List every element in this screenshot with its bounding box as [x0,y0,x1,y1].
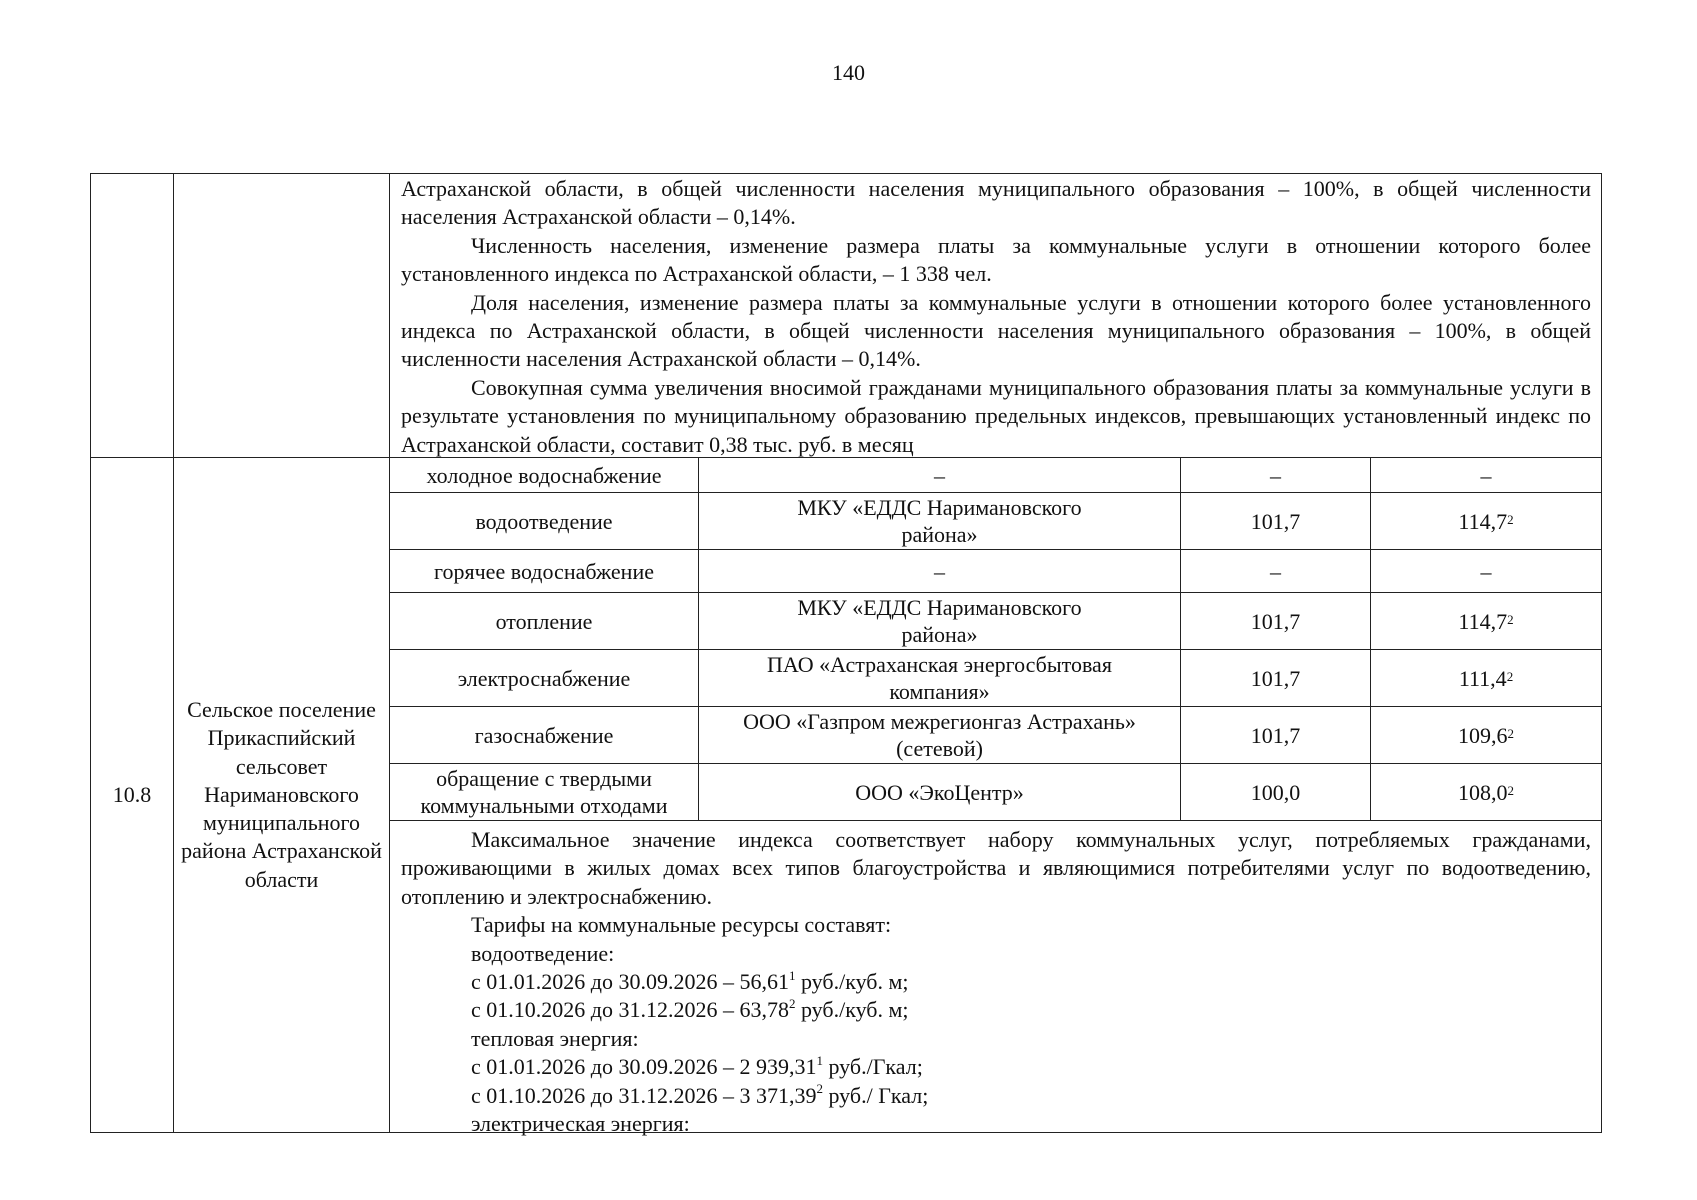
service-provider: ООО «ЭкоЦентр» [698,763,1181,821]
service-index-base: 101,7 [1180,592,1371,650]
service-index-max: 108,0 $^2$ [1370,763,1602,821]
service-index-max: 114,7 $^2$ [1370,492,1602,550]
tariffs-intro: Тарифы на коммунальные ресурсы составят: [471,912,892,938]
service-name: горячее водоснабжение [389,549,699,593]
service-provider: – [698,549,1181,593]
service-index-max: – [1370,457,1602,493]
entry-municipality-cell [173,457,390,1133]
top-paragraph: Совокупная сумма увеличения вносимой гражданами муниципального образования платы за коммунальные услуги в результате установления по муниципальному образованию предельных индексов, превышающих установленный индекс по Астраханской области, составит 0,38 тыс. руб. в месяц [401,374,1591,457]
service-name: электроснабжение [389,649,699,707]
service-provider: ООО «Газпром межрегионгаз Астрахань» (сетевой) [698,706,1181,764]
wastewater-tariff-line: с 01.10.2026 до 31.12.2026 – 63,78$^2$ руб./куб. м; [471,996,909,1023]
service-index-base: 100,0 [1180,763,1371,821]
service-index-base: – [1180,549,1371,593]
service-index-base: 101,7 [1180,492,1371,550]
service-index-base: 101,7 [1180,649,1371,707]
service-provider: – [698,457,1181,493]
max-index-paragraph: Максимальное значение индекса соответствует набору коммунальных услуг, потребляемых гражданами, проживающими в жилых домах всех типов благоустройства и являющимися потребителями услуг по водоотведению, отоплению и электроснабжению. [401,827,1591,909]
top-paragraph: Доля населения, изменение размера платы за коммунальные услуги в отношении которого более установленного индекса по Астраханской области, в общей численности населения муниципального образования – 100%, в общей численности населения Астраханской области – 0,14%. [401,289,1591,372]
heat-label: тепловая энергия: [471,1025,639,1051]
top-row-municipality-cell [173,173,390,458]
service-index-max: 109,6 $^2$ [1370,706,1602,764]
municipality-name: Сельское поселение Прикаспийский сельсовет Наримановского муниципального района Астраханской области [181,696,382,892]
electric-label: электрическая энергия: [471,1111,690,1137]
service-index-max: – [1370,549,1602,593]
service-provider: ПАО «Астраханская энергосбытовая компания» [698,649,1181,707]
entry-number-cell [90,457,174,1133]
service-name: холодное водоснабжение [389,457,699,493]
service-index-base: – [1180,457,1371,493]
top-paragraph: Численность населения, изменение размера платы за коммунальные услуги в отношении которого более установленного индекса по Астраханской области, – 1 338 чел. [401,232,1591,287]
service-index-max: 111,4 $^2$ [1370,649,1602,707]
service-provider: МКУ «ЕДДС Наримановского района» [698,492,1181,550]
entry-number: 10.8 [112,781,152,807]
service-name: отопление [389,592,699,650]
service-index-base: 101,7 [1180,706,1371,764]
top-row-text [401,175,1591,459]
service-name: газоснабжение [389,706,699,764]
wastewater-label: водоотведение: [471,940,615,966]
top-row-number-cell [90,173,174,458]
wastewater-tariff-line: с 01.01.2026 до 30.09.2026 – 56,61$^1$ руб./куб. м; [471,967,909,995]
service-provider: МКУ «ЕДДС Наримановского района» [698,592,1181,650]
tariff-table [90,173,1602,1137]
service-name: обращение с твердыми коммунальными отходами [389,763,699,821]
page-number: 140 [832,60,865,85]
heat-tariff-line: с 01.10.2026 до 31.12.2026 – 3 371,39$^2$ руб./ Гкал; [471,1081,929,1108]
top-paragraph: Астраханской области, в общей численности населения муниципального образования – 100%, в общей численности населения Астраханской области – 0,14%. [401,176,1591,230]
tariff-notes [401,826,1591,1138]
service-index-max: 114,7 $^2$ [1370,592,1602,650]
heat-tariff-line: с 01.01.2026 до 30.09.2026 – 2 939,31$^1$ руб./Гкал; [471,1052,923,1080]
service-name: водоотведение [389,492,699,550]
